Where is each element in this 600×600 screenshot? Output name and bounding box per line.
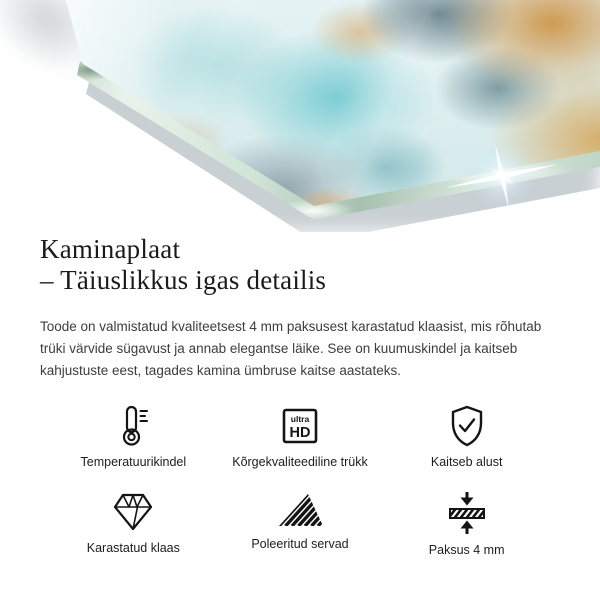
feature-print-quality	[217, 404, 384, 470]
feature-label: Paksus 4 mm	[428, 543, 505, 557]
feature-label: Kõrgekvaliteediline trükk	[232, 455, 368, 469]
feature-label: Poleeritud servad	[251, 537, 349, 551]
svg-text:ultra: ultra	[290, 414, 310, 424]
page-title	[40, 234, 560, 296]
diamond-icon	[109, 490, 157, 534]
feature-thickness	[383, 490, 550, 558]
product-description: Toode on valmistatud kvaliteetsest 4 mm paksusest karastatud klaasist, mis rõhutab trüki värvide sügavust ja annab elegantse läike. See on kuumuskindel ja kaitseb kahjustuste eest, tagades kamina ümbruse kaitse aastateks.	[40, 319, 542, 378]
features-grid	[50, 404, 550, 558]
feature-label: Kaitseb alust	[430, 455, 503, 469]
feature-polished-edges	[217, 490, 384, 558]
title-line-1: Kaminaplaat	[40, 234, 181, 264]
thickness-icon	[445, 490, 489, 536]
sparkle-icon	[437, 121, 567, 231]
thermometer-icon	[111, 404, 155, 448]
polished-edges-icon	[277, 490, 323, 530]
feature-tempered-glass	[50, 490, 217, 558]
feature-label: Karastatud klaas	[86, 541, 180, 555]
ultra-hd-icon	[278, 404, 322, 448]
feature-label: Temperatuurikindel	[80, 455, 187, 469]
feature-protects-base	[383, 404, 550, 470]
feature-temperature	[50, 404, 217, 470]
title-line-2: – Täiuslikkus igas detailis	[40, 265, 327, 295]
content-area	[0, 234, 600, 558]
shield-check-icon	[445, 404, 489, 448]
svg-text:HD: HD	[289, 425, 311, 441]
product-image[interactable]	[0, 0, 600, 232]
